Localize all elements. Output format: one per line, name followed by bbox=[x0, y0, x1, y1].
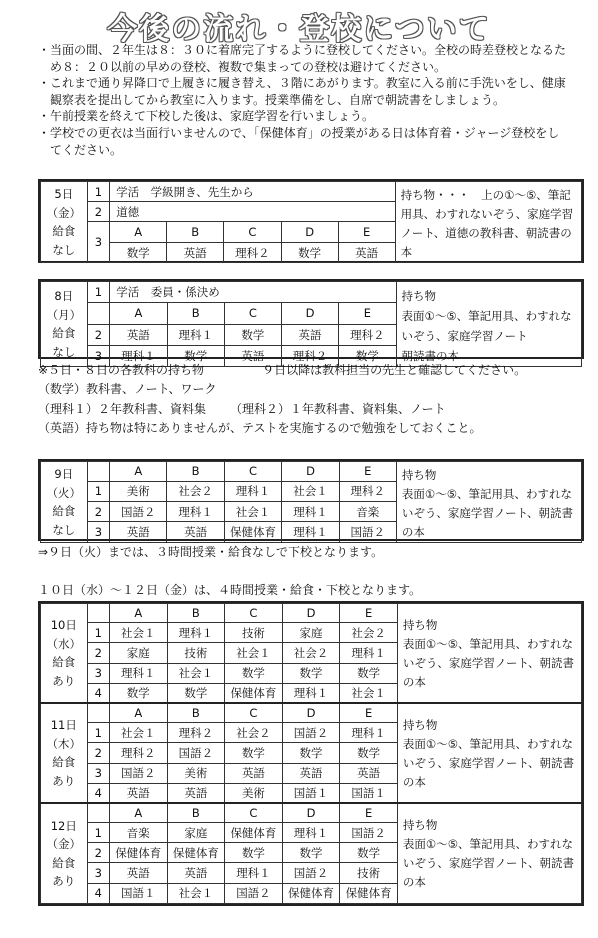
period-number: 1 bbox=[87, 723, 109, 743]
subject-cell: 理科２ bbox=[339, 324, 396, 345]
class-header: D bbox=[281, 222, 338, 243]
subject-cell: 数学 bbox=[340, 743, 398, 763]
period-number: 2 bbox=[87, 743, 109, 763]
subject-cell: 美術 bbox=[167, 763, 225, 783]
bullet-mark: ・ bbox=[38, 76, 51, 91]
subject-cell: 英語 bbox=[338, 243, 395, 263]
subject-cell: 美術 bbox=[225, 783, 283, 803]
period-number: 2 bbox=[87, 202, 110, 222]
items-to-bring: 持ち物 表面①～⑤、筆記用具、わすれないぞう、家庭学習ノート、朝読書の本 bbox=[397, 803, 581, 903]
subject-cell: 国語２ bbox=[340, 823, 398, 843]
class-header: C bbox=[225, 803, 283, 822]
subject-cell: 理科１ bbox=[340, 643, 398, 663]
subject-cell: 社会１ bbox=[340, 683, 398, 703]
period-number: 3 bbox=[87, 222, 110, 263]
subject-cell: 英語 bbox=[281, 324, 338, 345]
period-number: 2 bbox=[87, 324, 110, 345]
subject-cell: 数学 bbox=[225, 743, 283, 763]
subject-cell: 数学 bbox=[225, 663, 283, 683]
subject-cell: 保健体育 bbox=[225, 823, 283, 843]
subject-cell: 英語 bbox=[282, 763, 340, 783]
class-header: A bbox=[110, 803, 168, 822]
subject-cell: 数学 bbox=[167, 345, 224, 366]
subject-cell: 英語 bbox=[167, 522, 224, 543]
subject-cell: 国語１ bbox=[282, 783, 340, 803]
subject-cell: 英語 bbox=[340, 763, 398, 783]
subject-cell: 保健体育 bbox=[340, 883, 398, 903]
subject-cell: 社会１ bbox=[167, 883, 225, 903]
subject-cell: 保健体育 bbox=[224, 522, 282, 543]
day-label: 10日 （水） 給食 あり bbox=[41, 604, 88, 704]
subject-cell: 国語２ bbox=[167, 743, 225, 763]
schedule-day10-12 bbox=[38, 601, 584, 906]
subject-cell: 理科１ bbox=[224, 481, 282, 501]
class-header: C bbox=[225, 604, 283, 623]
subject-cell: 数学 bbox=[282, 663, 340, 683]
items-to-bring: 持ち物 表面①～⑤、筆記用具、わすれないぞう、家庭学習ノート、朝読書の本 bbox=[397, 604, 581, 704]
class-header: D bbox=[281, 303, 338, 324]
notice-list bbox=[38, 42, 568, 158]
class-header: C bbox=[224, 222, 281, 243]
schedule-table bbox=[40, 461, 582, 543]
subject-cell: 技術 bbox=[225, 623, 283, 643]
subject-cell: 数学 bbox=[340, 663, 398, 683]
subject-cell: 美術 bbox=[110, 481, 167, 501]
period-number: 4 bbox=[87, 683, 109, 703]
class-header: D bbox=[282, 703, 340, 722]
items-note-line: （数学）教科書、ノート、ワーク bbox=[38, 382, 217, 396]
items-to-bring: 持ち物 表面①～⑤、筆記用具、わすれないぞう、家庭学習ノート、朝読書の本 bbox=[397, 703, 581, 803]
subject-cell: 社会１ bbox=[282, 481, 339, 501]
subject-cell: 数学 bbox=[281, 243, 338, 263]
subject-cell: 家庭 bbox=[110, 643, 168, 663]
class-header: E bbox=[340, 803, 398, 822]
items-note-line: （理科１）２年教科書、資料集 （理科２）１年教科書、資料集、ノート bbox=[38, 402, 446, 416]
page-title: 今後の流れ・登校について bbox=[107, 12, 491, 47]
period-number: 3 bbox=[87, 345, 110, 366]
bullet-mark: ・ bbox=[38, 125, 51, 140]
period-activity: 学活 学級開き、先生から bbox=[110, 182, 395, 202]
subject-cell: 理科１ bbox=[110, 663, 168, 683]
subject-cell: 社会２ bbox=[225, 723, 283, 743]
bullet-mark: ・ bbox=[38, 109, 51, 124]
subject-cell: 理科１ bbox=[340, 723, 398, 743]
schedule-day5 bbox=[38, 179, 584, 263]
day-label: 12日 （金） 給食 あり bbox=[41, 803, 88, 903]
schedule-day9 bbox=[38, 459, 584, 541]
day-label: 9日 （火） 給食 なし bbox=[41, 462, 88, 543]
subject-cell: 英語 bbox=[110, 783, 168, 803]
subject-cell: 理科１ bbox=[167, 324, 224, 345]
subject-cell: 保健体育 bbox=[167, 843, 225, 863]
class-header: D bbox=[282, 803, 340, 822]
subject-cell: 英語 bbox=[110, 324, 167, 345]
subject-cell: 国語２ bbox=[110, 763, 168, 783]
class-header: E bbox=[338, 222, 395, 243]
class-header: A bbox=[110, 303, 167, 324]
subject-cell: 社会１ bbox=[224, 501, 282, 521]
subject-cell: 理科１ bbox=[167, 501, 224, 521]
class-header: E bbox=[339, 462, 396, 482]
schedule-day8 bbox=[38, 279, 584, 363]
class-header: B bbox=[167, 222, 224, 243]
items-note-line: （英語）持ち物は特にありませんが、テストを実施するので勉強をしておくこと。 bbox=[38, 421, 482, 435]
subject-cell: 数学 bbox=[282, 843, 340, 863]
class-header: C bbox=[224, 303, 281, 324]
class-header: B bbox=[167, 303, 224, 324]
class-header: E bbox=[340, 604, 398, 623]
schedule-table bbox=[40, 181, 582, 263]
period-number: 3 bbox=[87, 663, 109, 683]
class-header: B bbox=[167, 604, 225, 623]
class-header: D bbox=[282, 604, 340, 623]
subject-cell: 社会１ bbox=[225, 643, 283, 663]
subject-cell: 理科２ bbox=[281, 345, 338, 366]
subject-cell: 理科２ bbox=[167, 723, 225, 743]
schedule-table bbox=[40, 603, 582, 904]
period-number: 2 bbox=[87, 843, 109, 863]
period-activity: 学活 委員・係決め bbox=[110, 282, 396, 303]
subject-cell: 国語２ bbox=[110, 501, 167, 521]
class-header: B bbox=[167, 703, 225, 722]
class-header: E bbox=[339, 303, 396, 324]
subject-cell: 社会１ bbox=[110, 623, 168, 643]
day-label: 11日 （木） 給食 あり bbox=[41, 703, 88, 803]
subject-cell: 国語１ bbox=[110, 883, 168, 903]
subject-cell: 理科１ bbox=[282, 823, 340, 843]
day-label: 8日 （月） 給食 なし bbox=[41, 282, 88, 367]
subject-cell: 音楽 bbox=[110, 823, 168, 843]
subject-cell: 国語２ bbox=[339, 522, 396, 543]
subject-cell: 理科２ bbox=[110, 743, 168, 763]
subject-cell: 保健体育 bbox=[225, 683, 283, 703]
period-number: 1 bbox=[87, 823, 109, 843]
subject-cell: 理科２ bbox=[339, 481, 396, 501]
subject-cell: 理科１ bbox=[110, 345, 167, 366]
class-header: A bbox=[110, 222, 167, 243]
subject-cell: 社会１ bbox=[110, 723, 168, 743]
period-number: 4 bbox=[87, 783, 109, 803]
subject-cell: 家庭 bbox=[282, 623, 340, 643]
subject-cell: 数学 bbox=[225, 843, 283, 863]
subject-cell: 英語 bbox=[167, 863, 225, 883]
subject-cell: 技術 bbox=[167, 643, 225, 663]
subject-cell: 数学 bbox=[167, 683, 225, 703]
subject-cell: 英語 bbox=[110, 522, 167, 543]
class-header: B bbox=[167, 462, 224, 482]
subject-cell: 社会２ bbox=[282, 643, 340, 663]
period-number: 3 bbox=[87, 863, 109, 883]
subject-cell: 国語２ bbox=[282, 863, 340, 883]
period-number: 1 bbox=[87, 282, 110, 303]
class-header: C bbox=[224, 462, 282, 482]
class-header: B bbox=[167, 803, 225, 822]
subject-cell: 数学 bbox=[282, 743, 340, 763]
period-number: 2 bbox=[87, 501, 110, 521]
subject-cell: 理科１ bbox=[225, 863, 283, 883]
subject-cell: 理科２ bbox=[224, 243, 281, 263]
subject-cell: 国語２ bbox=[225, 883, 283, 903]
note-until-9th: ⇒９日（火）までは、３時間授業・給食なしで下校となります。 bbox=[38, 545, 384, 559]
subject-cell: 英語 bbox=[167, 783, 225, 803]
subject-cell: 理科１ bbox=[282, 501, 339, 521]
period-number: 3 bbox=[87, 763, 109, 783]
note-10th-12th: １０日（水）～１２日（金）は、４時間授業・給食・下校となります。 bbox=[38, 583, 422, 597]
subject-cell: 社会１ bbox=[167, 663, 225, 683]
subject-cell: 理科１ bbox=[282, 522, 339, 543]
subject-cell: 国語１ bbox=[340, 783, 398, 803]
class-header: A bbox=[110, 604, 168, 623]
period-number: 1 bbox=[87, 623, 109, 643]
class-header: D bbox=[282, 462, 339, 482]
schedule-table bbox=[40, 281, 582, 367]
items-to-bring: 持ち物・・・ 上の①～⑤、筆記用具、わすれないぞう、家庭学習ノート、道徳の教科書、朝読書の本 bbox=[395, 182, 581, 263]
class-header: C bbox=[225, 703, 283, 722]
subject-cell: 数学 bbox=[110, 683, 168, 703]
subject-cell: 英語 bbox=[167, 243, 224, 263]
subject-cell: 数学 bbox=[110, 243, 167, 263]
subject-cell: 数学 bbox=[340, 843, 398, 863]
class-header: A bbox=[110, 462, 167, 482]
notice-item: ・ これまで通り昇降口で上履きに履き替え、３階にあがります。教室に入る前に手洗いをし、健康観察表を提出してから教室に入ります。授業準備をし、自席で朝読書をしましょう。 bbox=[38, 76, 566, 107]
class-header: A bbox=[110, 703, 168, 722]
notice-item: ・ 学校での更衣は当面行いませんので、「保健体育」の授業がある日は体育着・ジャージ登校をしてください。 bbox=[38, 125, 560, 157]
subject-cell: 国語２ bbox=[282, 723, 340, 743]
period-number: 1 bbox=[87, 182, 110, 202]
subject-cell: 数学 bbox=[224, 324, 281, 345]
subject-cell: 音楽 bbox=[339, 501, 396, 521]
day-label: 5日 （金） 給食 なし bbox=[41, 182, 88, 263]
bullet-mark: ・ bbox=[38, 43, 51, 57]
items-to-bring: 持ち物 表面①～⑤、筆記用具、わすれないぞう、家庭学習ノート、朝読書の本 bbox=[396, 462, 581, 543]
period-number: 1 bbox=[87, 481, 110, 501]
subject-cell: 数学 bbox=[339, 345, 396, 366]
items-note-line: ※５日・８日の各教科の持ち物 ９日以降は教科担当の先生と確認してください。 bbox=[38, 363, 527, 377]
subject-cell: 英語 bbox=[224, 345, 281, 366]
period-number: 2 bbox=[87, 643, 109, 663]
subject-cell: 理科１ bbox=[282, 683, 340, 703]
subject-cell: 技術 bbox=[340, 863, 398, 883]
subject-cell: 家庭 bbox=[167, 823, 225, 843]
period-number: 4 bbox=[87, 883, 109, 903]
notice-item: ・ 当面の間、２年生は８：３０に着席完了するように登校してください。全校の時差登校となるため８：２０以前の早めの登校、複数で集まっての登校は避けてください。 bbox=[38, 43, 567, 74]
period-activity: 道徳 bbox=[110, 202, 395, 222]
subject-cell: 社会２ bbox=[167, 481, 224, 501]
subject-cell: 英語 bbox=[110, 863, 168, 883]
notice-item: ・ 午前授業を終えて下校した後は、家庭学習を行いましょう。 bbox=[38, 109, 375, 124]
subject-cell: 英語 bbox=[225, 763, 283, 783]
items-to-bring: 持ち物 表面①～⑤、筆記用具、わすれないぞう、家庭学習ノート 朝読書の本 bbox=[396, 282, 581, 367]
subject-cell: 保健体育 bbox=[110, 843, 168, 863]
subject-cell: 社会２ bbox=[340, 623, 398, 643]
class-header: E bbox=[340, 703, 398, 722]
period-number: 3 bbox=[87, 522, 110, 543]
subject-cell: 理科１ bbox=[167, 623, 225, 643]
subject-cell: 保健体育 bbox=[282, 883, 340, 903]
